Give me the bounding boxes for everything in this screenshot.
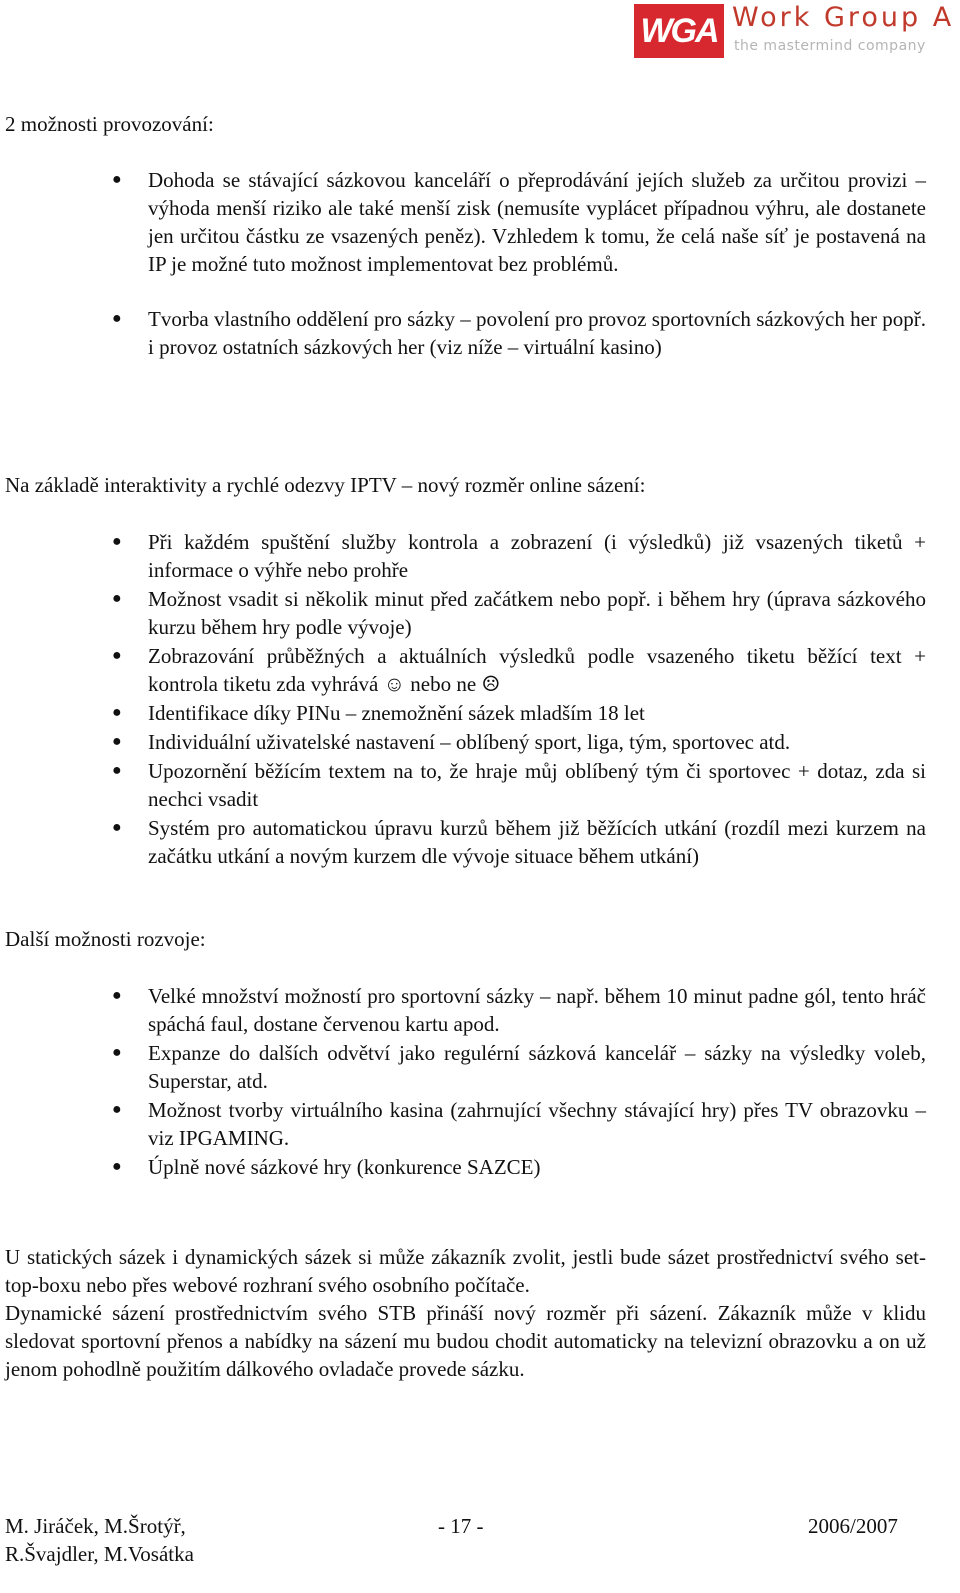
list-item [0,699,960,727]
bullet-icon: ● [112,171,122,188]
list-item-text: Expanze do dalších odvětví jako regulérní sázková kancelář – sázky na výsledky voleb, Superstar, atd. [148,1041,926,1093]
bullet-icon: ● [112,590,122,607]
paragraph-static-dynamic-bets: U statických sázek i dynamických sázek si může zákazník zvolit, jestli bude sázet prostřednictví svého set-top-boxu nebo přes webové rozhraní svého osobního počítače. [5,1245,926,1297]
list-item [0,757,960,813]
list-item-text: Zobrazování průběžných a aktuálních výsledků podle vsazeného tiketu běžící text + kontrola tiketu zda vyhrává ☺ nebo ne ☹ [148,644,926,696]
footer-page-number: - 17 - [438,1514,484,1538]
bullet-icon: ● [112,1158,122,1175]
iptv-features-list [0,528,960,871]
bullet-icon: ● [112,1044,122,1061]
footer-authors [5,1512,194,1568]
section-heading-iptv: Na základě interaktivity a rychlé odezvy IPTV – nový rozměr online sázení: [5,473,646,497]
list-item [0,642,960,698]
logo-tagline: the mastermind company [734,38,926,54]
list-item [0,814,960,870]
list-item [0,1096,960,1152]
list-item [0,585,960,641]
list-item [0,166,960,278]
list-item [0,1039,960,1095]
list-item [0,982,960,1038]
list-item [0,305,960,361]
development-options-list [0,982,960,1182]
list-item-text: Při každém spuštění služby kontrola a zobrazení (i výsledků) již vsazených tiketů + informace o výhře nebo prohře [148,530,926,582]
footer-year: 2006/2007 [808,1514,898,1538]
list-item-text: Velké množství možností pro sportovní sázky – např. během 10 minut padne gól, tento hráč spáchá faul, dostane červenou kartu apod. [148,984,926,1036]
bullet-icon: ● [112,762,122,779]
bullet-icon: ● [112,733,122,750]
company-logo [630,2,955,58]
bullet-icon: ● [112,704,122,721]
section-heading-operation: 2 možnosti provozování: [5,112,214,136]
bullet-icon: ● [112,1101,122,1118]
list-item-text: Dohoda se stávající sázkovou kanceláří o přeprodávání jejích služeb za určitou provizi – výhoda menší riziko ale také menší zisk (nemusíte vyplácet případnou výhru, ale dostanete jen určitou částku ze vsazených peněz). Vzhledem k tomu, že celá naše síť je postavená na IP je možné tuto možnost implementovat bez problémů. [148,168,926,276]
list-item-text: Upozornění běžícím textem na to, že hraje můj oblíbený tým či sportovec + dotaz, zda si nechci vsadit [148,759,926,811]
footer-authors-line1: M. Jiráček, M.Šrotýř, [5,1514,186,1538]
section-heading-development: Další možnosti rozvoje: [5,927,206,951]
bullet-icon: ● [112,819,122,836]
list-item-text: Tvorba vlastního oddělení pro sázky – povolení pro provoz sportovních sázkových her popř. i provoz ostatních sázkových her (viz níže – virtuální kasino) [148,307,926,359]
operation-options-list [0,166,960,361]
bullet-icon: ● [112,647,122,664]
list-item [0,1153,960,1181]
bullet-icon: ● [112,987,122,1004]
list-item-text: Úplně nové sázkové hry (konkurence SAZCE) [148,1155,541,1179]
list-item [0,528,960,584]
bullet-icon: ● [112,310,122,327]
list-item-text: Individuální uživatelské nastavení – oblíbený sport, liga, tým, sportovec atd. [148,730,791,754]
list-item [0,728,960,756]
paragraph-dynamic-betting: Dynamické sázení prostřednictvím svého STB přináší nový rozměr při sázení. Zákazník může v klidu sledovat sportovní přenos a nabídky na sázení mu budou chodit automaticky na televizní obrazovku a on už jenom pohodlně použitím dálkového ovladače provede sázku. [5,1301,926,1381]
footer-authors-line2: R.Švajdler, M.Vosátka [5,1542,194,1566]
list-item-text: Identifikace díky PINu – znemožnění sázek mladším 18 let [148,701,645,725]
logo-name: Work Group A [732,2,955,33]
list-item-text: Možnost tvorby virtuálního kasina (zahrnující všechny stávající hry) přes TV obrazovku – viz IPGAMING. [148,1098,926,1150]
list-item-text: Možnost vsadit si několik minut před začátkem nebo popř. i během hry (úprava sázkového kurzu během hry podle vývoje) [148,587,926,639]
bullet-icon: ● [112,533,122,550]
list-item-text: Systém pro automatickou úpravu kurzů během již běžících utkání (rozdíl mezi kurzem na začátku utkání a novým kurzem dle vývoje situace během utkání) [148,816,926,868]
logo-mark: WGA [634,4,724,58]
